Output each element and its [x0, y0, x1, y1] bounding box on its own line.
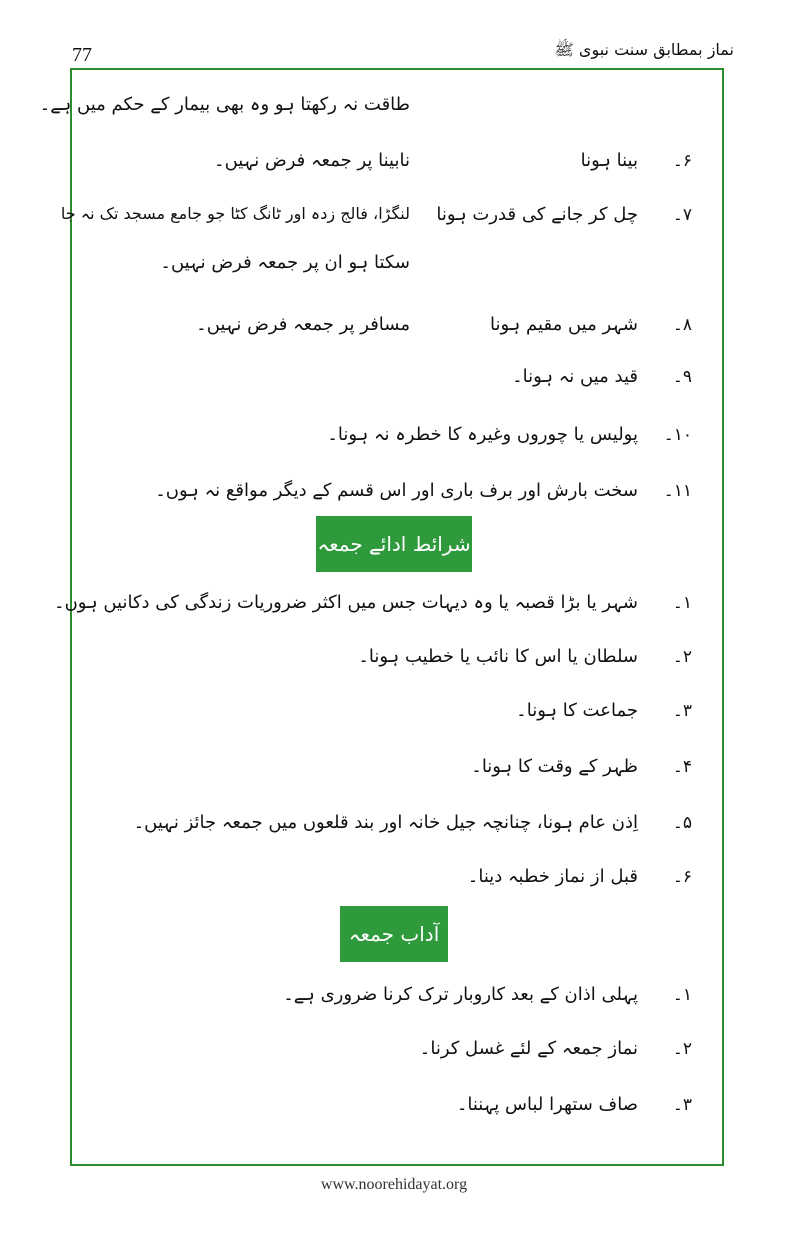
- section-heading-ada: شرائط ادائے جمعہ: [316, 516, 472, 572]
- list-item: قبل از نماز خطبہ دینا۔: [467, 866, 638, 887]
- list-number: ۷۔: [672, 205, 692, 225]
- condition-label: چل کر جانے کی قدرت ہونا: [436, 204, 638, 225]
- condition-note-continued: سکتا ہو ان پر جمعہ فرض نہیں۔: [160, 252, 410, 273]
- footer-url[interactable]: www.noorehidayat.org: [320, 1176, 468, 1193]
- list-number: ۱۱۔: [663, 481, 692, 501]
- list-number: ۲۔: [672, 647, 692, 667]
- list-item: پہلی اذان کے بعد کاروبار ترک کرنا ضروری ہے۔: [283, 984, 638, 1005]
- list-item: صاف ستھرا لباس پہننا۔: [456, 1094, 638, 1115]
- page-number: 77: [72, 44, 92, 66]
- condition-note: نابینا پر جمعہ فرض نہیں۔: [214, 150, 410, 171]
- list-number: ۶۔: [672, 867, 692, 887]
- list-item: نماز جمعہ کے لئے غسل کرنا۔: [419, 1038, 638, 1059]
- list-number: ۵۔: [672, 813, 692, 833]
- list-item: جماعت کا ہونا۔: [516, 700, 638, 721]
- condition-note: مسافر پر جمعہ فرض نہیں۔: [196, 314, 410, 335]
- condition-label: سخت بارش اور برف باری اور اس قسم کے دیگر مواقع نہ ہوں۔: [155, 480, 638, 501]
- header-title: نماز بمطابق سنت نبوی ﷺ: [554, 40, 734, 59]
- condition-label: قید میں نہ ہونا۔: [512, 366, 638, 387]
- list-item: سلطان یا اس کا نائب یا خطیب ہونا۔: [358, 646, 638, 667]
- intro-line: طاقت نہ رکھتا ہو وہ بھی بیمار کے حکم میں ہے۔: [39, 94, 410, 115]
- list-item: اِذن عام ہونا، چنانچہ جیل خانہ اور بند قلعوں میں جمعہ جائز نہیں۔: [133, 812, 638, 833]
- condition-label: پولیس یا چوروں وغیرہ کا خطرہ نہ ہونا۔: [327, 424, 638, 445]
- list-number: ۹۔: [672, 367, 692, 387]
- list-number: ۲۔: [672, 1039, 692, 1059]
- list-number: ۸۔: [672, 315, 692, 335]
- list-number: ۱۰۔: [663, 425, 692, 445]
- condition-label: شہر میں مقیم ہونا: [490, 314, 638, 335]
- list-number: ۶۔: [672, 151, 692, 171]
- condition-label: بینا ہونا: [580, 150, 638, 171]
- list-number: ۱۔: [672, 985, 692, 1005]
- list-item: شہر یا بڑا قصبہ یا وہ دیہات جس میں اکثر ضروریات زندگی کی دکانیں ہوں۔: [54, 592, 638, 613]
- condition-note: لنگڑا، فالج زدہ اور ٹانگ کٹا جو جامع مسجد تک نہ جا: [60, 204, 410, 223]
- list-number: ۱۔: [672, 593, 692, 613]
- list-item: ظہر کے وقت کا ہونا۔: [471, 756, 638, 777]
- list-number: ۳۔: [672, 1095, 692, 1115]
- list-number: ۳۔: [672, 701, 692, 721]
- list-number: ۴۔: [672, 757, 692, 777]
- section-heading-adab: آداب جمعہ: [340, 906, 448, 962]
